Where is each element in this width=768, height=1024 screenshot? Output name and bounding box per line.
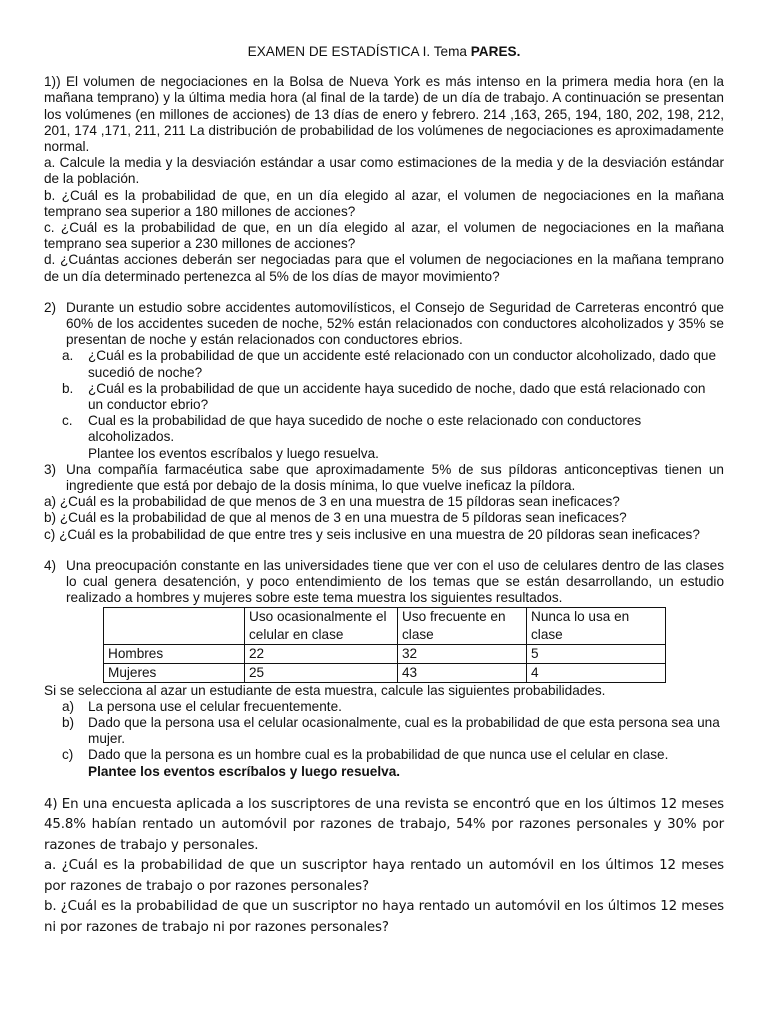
cellphone-usage-table (103, 607, 666, 683)
table-header-cell: Nunca lo usa en clase (527, 607, 666, 644)
question-4-c: Dado que la persona es un hombre cual es la probabilidad de que nunca use el celular en clase. (88, 747, 669, 763)
question-2-intro: Durante un estudio sobre accidentes automovilísticos, el Consejo de Seguridad de Carreteras encontró que 60% de los accidentes suceden de noche, 52% están relacionados con conductores alcoholizados y 35% se presentan de noche y están relacionados con conductores ebrios. (66, 299, 724, 348)
table-row (104, 663, 666, 682)
question-3-intro: Una compañía farmacéutica sabe que aproximadamente 5% de sus píldoras anticonceptivas tienen un ingrediente que está por debajo de la dosis mínima, lo que vuelve ineficaz la píldora. (66, 461, 724, 494)
question-4-survey-intro: 4) En una encuesta aplicada a los suscriptores de una revista se encontró que en los últimos 12 meses 45.8% habían rentado un automóvil por razones de trabajo, 54% por razones personales y 30% por razones de trabajo y personales. (44, 796, 724, 853)
table-row (104, 644, 666, 663)
question-3-b: b) ¿Cuál es la probabilidad de que al menos de 3 en una muestra de 5 píldoras sean ineficaces? (44, 510, 627, 526)
question-4-survey-b: b. ¿Cuál es la probabilidad de que un suscriptor no haya rentado un automóvil en los últimos 12 meses ni por razones de trabajo ni por razones personales? (44, 899, 724, 935)
question-1-b: b. ¿Cuál es la probabilidad de que, en un día elegido al azar, el volumen de negociaciones en la mañana temprano sea superior a 180 millones de acciones? (44, 187, 724, 219)
exam-title-topic: PARES. (470, 44, 521, 59)
table-cell: 22 (245, 644, 398, 663)
exam-page (44, 44, 724, 938)
question-4-b: Dado que la persona usa el celular ocasionalmente, cual es la probabilidad de que esta persona sea una mujer. (88, 714, 720, 747)
question-1-a: a. Calcule la media y la desviación estándar a usar como estimaciones de la media y de la desviación estándar de la población. (44, 155, 724, 187)
question-4-b-label: b) (62, 714, 75, 730)
question-2 (44, 300, 724, 462)
question-4-intro: Una preocupación constante en las universidades tiene que ver con el uso de celulares dentro de las clases lo cual genera desatención, y poco entendimiento de los temas que se están desarrollando, un estudio realizado a hombres y mujeres sobre este tema muestra los siguientes resultados. (66, 557, 724, 606)
table-header-cell (104, 607, 245, 644)
question-4-survey-a: a. ¿Cuál es la probabilidad de que un suscriptor haya rentado un automóvil en los últimos 12 meses por razones de trabajo o por razones personales? (44, 858, 724, 894)
question-1-d: d. ¿Cuántas acciones deberán ser negociadas para que el volumen de negociaciones en la mañana temprano de un día determinado pertenezca al 5% de los días de mayor movimiento? (44, 252, 724, 284)
table-header-row (104, 607, 666, 644)
exam-title (44, 44, 724, 60)
question-1-intro: 1)) El volumen de negociaciones en la Bolsa de Nueva York es más intenso en la primera media hora (en la mañana temprano) y la última media hora (al final de la tarde) de un día de trabajo. A continuación se presentan los volúmenes (en millones de acciones) de 13 días de enero y febrero. 214 ,163, 265, 194, 180, 202, 198, 212, 201, 174 ,171, 211, 211 La distribución de probabilidad de los volúmenes de negociaciones es aproximadamente normal. (44, 74, 724, 155)
question-2-c-label: c. (62, 413, 73, 429)
question-4-survey (44, 795, 724, 939)
question-3-number: 3) (44, 461, 57, 477)
table-cell: 4 (527, 663, 666, 682)
table-cell: 25 (245, 663, 398, 682)
table-cell: Mujeres (104, 663, 245, 682)
question-3 (44, 462, 724, 543)
table-cell: 32 (398, 644, 527, 663)
question-1-c: c. ¿Cuál es la probabilidad de que, en un día elegido al azar, el volumen de negociaciones en la mañana temprano sea superior a 230 millones de acciones? (44, 220, 724, 252)
question-2-a: ¿Cuál es la probabilidad de que un accidente esté relacionado con un conductor alcoholizado, dado que sucedió de noche? (88, 348, 717, 380)
question-1 (44, 74, 724, 285)
question-4-a-label: a) (62, 698, 75, 714)
table-cell: 5 (527, 644, 666, 663)
table-cell: 43 (398, 663, 527, 682)
question-4-after-table: Si se selecciona al azar un estudiante de esta muestra, calcule las siguientes probabilidades. (44, 682, 606, 698)
question-2-b: ¿Cuál es la probabilidad de que un accidente haya sucedido de noche, dado que está relacionado con un conductor ebrio? (88, 380, 706, 413)
question-2-b-label: b. (62, 380, 74, 396)
question-4 (44, 558, 724, 780)
question-2-c: Cual es la probabilidad de que haya sucedido de noche o este relacionado con conductores alcoholizados. (88, 413, 642, 445)
question-4-note: Plantee los eventos escríbalos y luego resuelva. (88, 763, 401, 779)
exam-title-text: EXAMEN DE ESTADÍSTICA I. Tema (247, 44, 471, 59)
table-header-cell: Uso frecuente en clase (398, 607, 527, 644)
table-cell: Hombres (104, 644, 245, 663)
question-3-c: c) ¿Cuál es la probabilidad de que entre tres y seis inclusive en una muestra de 20 píldoras sean ineficaces? (44, 526, 700, 542)
question-2-number: 2) (44, 299, 57, 315)
question-4-a: La persona use el celular frecuentemente. (88, 698, 342, 714)
question-2-a-label: a. (62, 348, 74, 364)
question-4-c-label: c) (62, 747, 74, 763)
table-header-cell: Uso ocasionalmente el celular en clase (245, 607, 398, 644)
question-3-a: a) ¿Cuál es la probabilidad de que menos de 3 en una muestra de 15 píldoras sean ineficaces? (44, 494, 620, 510)
question-4-number: 4) (44, 557, 57, 573)
question-2-note: Plantee los eventos escríbalos y luego resuelva. (88, 445, 379, 461)
